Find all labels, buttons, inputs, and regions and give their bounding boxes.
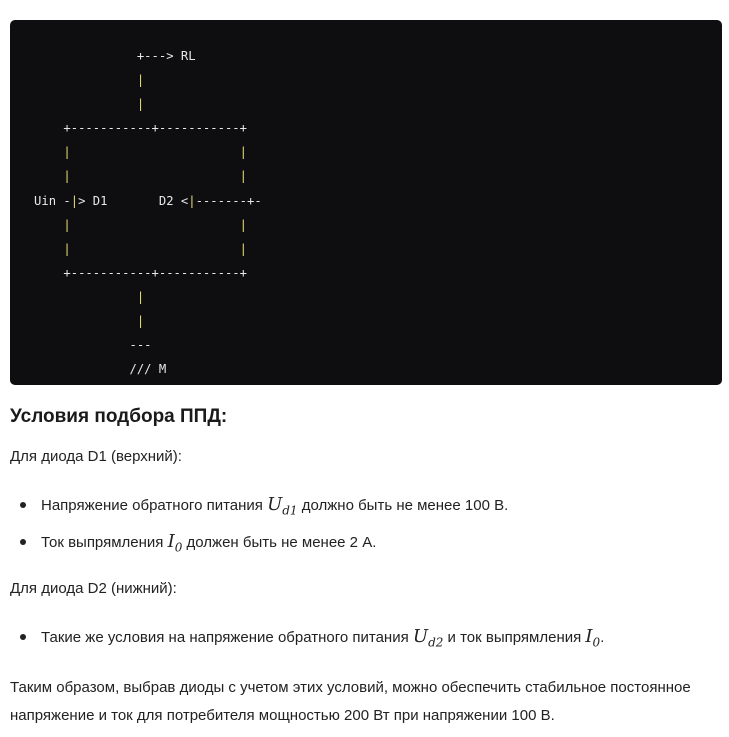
section-heading: Условия подбора ППД: bbox=[10, 406, 228, 427]
list-item: Напряжение обратного питания $U_{d1}$ должно быть не менее 100 В. bbox=[10, 494, 508, 518]
circuit-code-block bbox=[10, 20, 722, 385]
circuit-line: Uin -|> D1 D2 <|-------+- bbox=[34, 193, 262, 208]
circuit-line: +-----------+-----------+ bbox=[63, 265, 247, 280]
circuit-line: | bbox=[136, 73, 145, 88]
math-symbol: $I_0$ bbox=[585, 626, 601, 650]
conclusion-paragraph: Таким образом, выбрав диоды с учетом этих условий, можно обеспечить стабильное постоянное напряжение и ток для потребителя мощностью 200 Вт при напряжении 100 В. bbox=[10, 679, 691, 724]
math-symbol: $U_{d2}$ bbox=[412, 626, 444, 650]
d2-list bbox=[10, 626, 604, 650]
circuit-line: --- bbox=[129, 338, 152, 353]
d1-intro: Для диода D1 (верхний): bbox=[10, 448, 182, 465]
circuit-line: | bbox=[136, 314, 145, 329]
circuit-line: | bbox=[136, 289, 145, 304]
list-item: Ток выпрямления $I_0$ должен быть не менее 2 А. bbox=[10, 531, 508, 555]
circuit-line: | bbox=[136, 97, 145, 112]
circuit-line: +---> RL bbox=[136, 49, 196, 63]
math-symbol: $U_{d1}$ bbox=[267, 494, 298, 518]
circuit-line: | | bbox=[63, 241, 247, 256]
d1-list bbox=[10, 494, 508, 554]
math-symbol: $I_0$ bbox=[167, 530, 183, 555]
list-item: Такие же условия на напряжение обратного питания $U_{d2}$ и ток выпрямления $I_0$. bbox=[10, 626, 604, 650]
circuit-line: +-----------+-----------+ bbox=[63, 121, 247, 136]
circuit-diagram bbox=[34, 44, 262, 381]
circuit-line: | | bbox=[63, 169, 247, 184]
d2-intro: Для диода D2 (нижний): bbox=[10, 580, 177, 597]
circuit-line: | | bbox=[63, 217, 247, 232]
circuit-line: | | bbox=[63, 145, 247, 160]
circuit-line: /// M bbox=[129, 362, 167, 377]
